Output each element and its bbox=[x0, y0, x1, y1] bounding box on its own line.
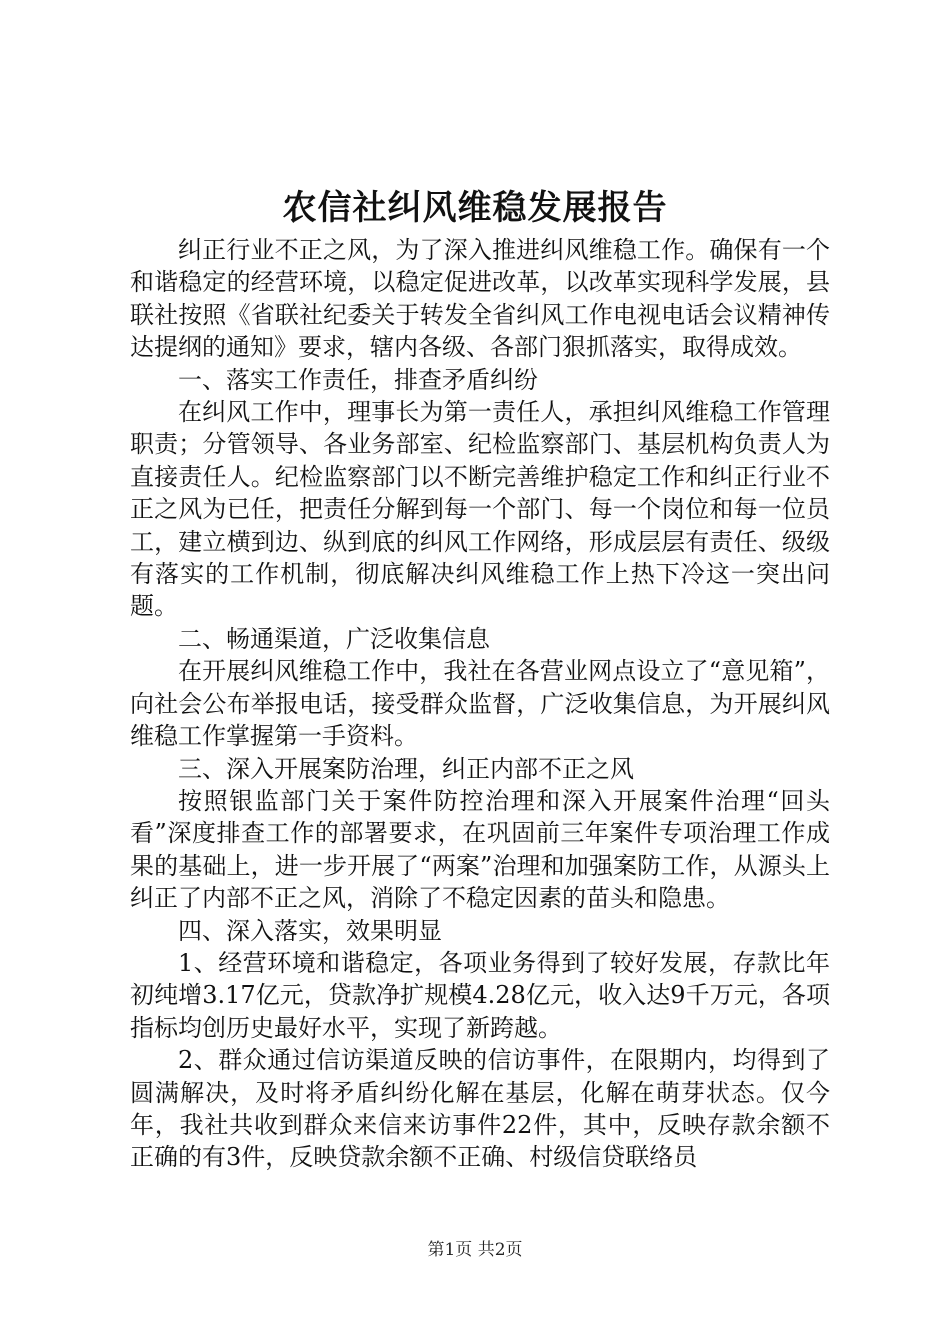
section-paragraph-1: 在纠风工作中，理事长为第一责任人，承担纠风维稳工作管理职责；分管领导、各业务部室、纪检监察部门、基层机构负责人为直接责任人。纪检监察部门以不断完善维护稳定工作和纠正行业不正之风为已任，把责任分解到每一个部门、每一个岗位和每一位员工，建立横到边、纵到底的纠风工作网络，形成层层有责任、级级有落实的工作机制，彻底解决纠风维稳工作上热下冷这一突出问题。 bbox=[130, 398, 830, 621]
section-heading-4: 四、深入落实，效果明显 bbox=[178, 916, 442, 945]
section-paragraph-2: 在开展纠风维稳工作中，我社在各营业网点设立了“意见箱”，向社会公布举报电话，接受群众监督，广泛收集信息，为开展纠风维稳工作掌握第一手资料。 bbox=[130, 657, 830, 751]
section-paragraph-3: 按照银监部门关于案件防控治理和深入开展案件治理“回头看”深度排查工作的部署要求，在巩固前三年案件专项治理工作成果的基础上，进一步开展了“两案”治理和加强案防工作，从源头上纠正了内部不正之风，消除了不稳定因素的苗头和隐患。 bbox=[130, 786, 830, 913]
section-heading-1: 一、落实工作责任，排查矛盾纠纷 bbox=[178, 365, 538, 394]
result-item-1: 1、经营环境和谐稳定，各项业务得到了较好发展，存款比年初纯增3.17亿元，贷款净扩规模4.28亿元，收入达9千万元，各项指标均创历史最好水平，实现了新跨越。 bbox=[130, 948, 830, 1042]
page-number-footer: 第1页 共2页 bbox=[427, 1240, 523, 1260]
section-heading-2: 二、畅通渠道，广泛收集信息 bbox=[178, 624, 490, 653]
document-title: 农信社纠风维稳发展报告 bbox=[282, 188, 668, 228]
result-item-2: 2、群众通过信访渠道反映的信访事件，在限期内，均得到了圆满解决，及时将矛盾纠纷化解在基层，化解在萌芽状态。仅今年，我社共收到群众来信来访事件22件，其中，反映存款余额不正确的有3件，反映贷款余额不正确、村级信贷联络员 bbox=[130, 1046, 830, 1172]
intro-paragraph: 纠正行业不正之风，为了深入推进纠风维稳工作。确保有一个和谐稳定的经营环境，以稳定促进改革，以改革实现科学发展，县联社按照《省联社纪委关于转发全省纠风工作电视电话会议精神传达提纲的通知》要求，辖内各级、各部门狠抓落实，取得成效。 bbox=[130, 236, 830, 362]
document-body bbox=[130, 234, 830, 1174]
section-heading-3: 三、深入开展案防治理，纠正内部不正之风 bbox=[178, 754, 634, 783]
